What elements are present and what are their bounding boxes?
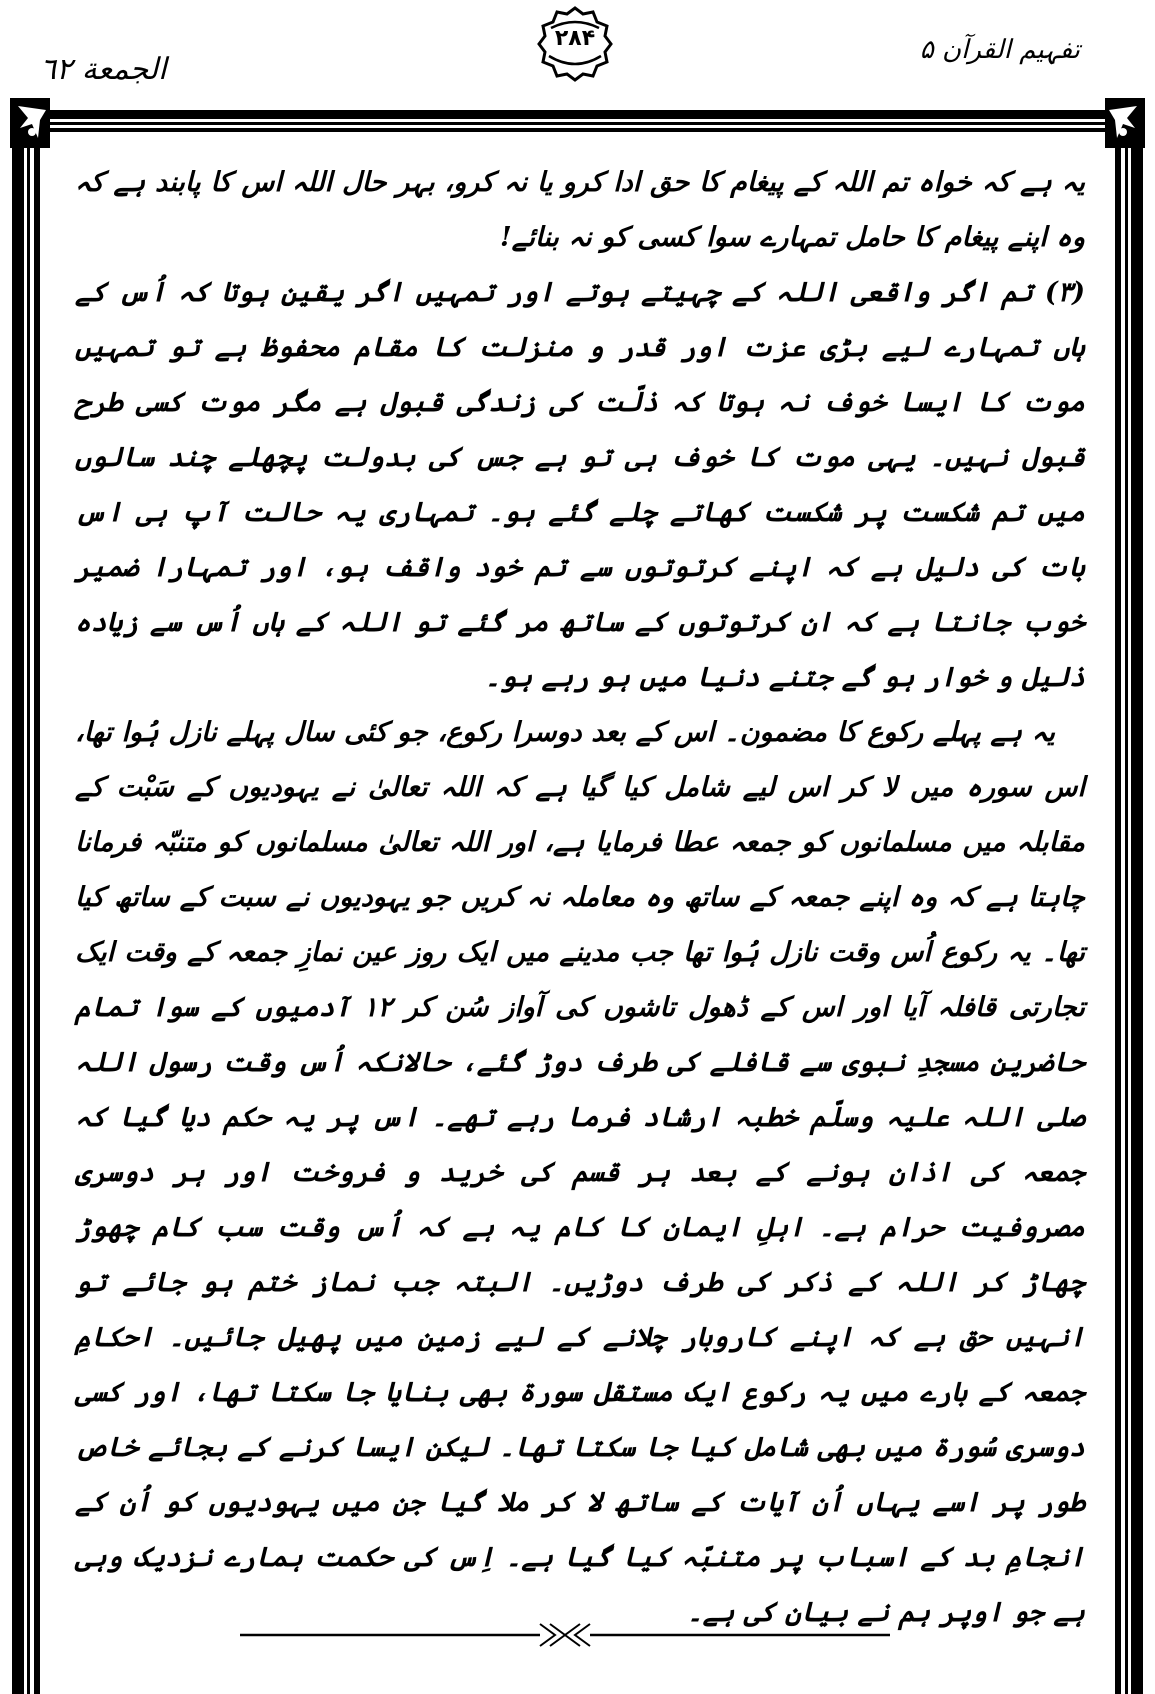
commentary-body bbox=[75, 155, 1085, 1640]
page-number: ۲۸۴ bbox=[554, 26, 596, 51]
section-end-divider bbox=[240, 1620, 890, 1650]
paragraph-2: (۳) تم اگر واقعی اللہ کے چہیتے ہوتے اور تمہیں اگر یقین ہوتا کہ اُس کے ہاں تمہارے لیے بڑی عزت اور قدر و منزلت کا مقام محفوظ ہے تو تمہیں موت کا ایسا خوف نہ ہوتا کہ ذلّت کی زندگی قبول ہے مگر موت کسی طرح قبول نہیں۔ یہی موت کا خوف ہی تو ہے جس کی بدولت پچھلے چند سالوں میں تم شکست پر شکست کھاتے چلے گئے ہو۔ تمہاری یہ حالت آپ ہی اس بات کی دلیل ہے کہ اپنے کرتوتوں سے تم خود واقف ہو، اور تمہارا ضمیر خوب جانتا ہے کہ ان کرتوتوں کے ساتھ مر گئے تو اللہ کے ہاں اُس سے زیادہ ذلیل و خوار ہو گے جتنے دنیا میں ہو رہے ہو۔ bbox=[75, 277, 1085, 693]
surah-label: الجمعة ٦٢ bbox=[40, 52, 167, 87]
frame-top-border bbox=[10, 98, 1145, 148]
paragraph-1: یہ ہے کہ خواہ تم اللہ کے پیغام کا حق ادا کرو یا نہ کرو، بہر حال اللہ اس کا پابند ہے کہ وہ اپنے پیغام کا حامل تمہارے سوا کسی کو نہ بنائے! bbox=[75, 167, 1085, 253]
book-title: تفہیم القرآن ۵ bbox=[919, 35, 1080, 65]
page-header bbox=[0, 0, 1155, 100]
paragraph-3: یہ ہے پہلے رکوع کا مضمون۔ اس کے بعد دوسرا رکوع، جو کئی سال پہلے نازل ہُوا تھا، اس سورہ میں لا کر اس لیے شامل کیا گیا ہے کہ اللہ تعالیٰ نے یہودیوں کے سَبْت کے مقابلہ میں مسلمانوں کو جمعہ عطا فرمایا ہے، اور اللہ تعالیٰ مسلمانوں کو متنبّہ فرمانا چاہتا ہے کہ وہ اپنے جمعہ کے ساتھ وہ معاملہ نہ کریں جو یہودیوں نے سبت کے ساتھ کیا تھا۔ یہ رکوع اُس وقت نازل ہُوا تھا جب مدینے میں ایک روز عین نمازِ جمعہ کے وقت ایک تجارتی قافلہ آیا اور اس کے ڈھول تاشوں کی آواز سُن کر ۱۲ آدمیوں کے سوا تمام حاضرینِ مسجدِ نبوی سے قافلے کی طرف دوڑ گئے، حالانکہ اُس وقت رسول اللہ صلی اللہ علیہ وسلّم خطبہ ارشاد فرما رہے تھے۔ اس پر یہ حکم دیا گیا کہ جمعہ کی اذان ہونے کے بعد ہر قسم کی خرید و فروخت اور ہر دوسری مصروفیت حرام ہے۔ اہلِ ایمان کا کام یہ ہے کہ اُس وقت سب کام چھوڑ چھاڑ کر اللہ کے ذکر کی طرف دوڑیں۔ البتہ جب نماز ختم ہو جائے تو انہیں حق ہے کہ اپنے کاروبار چلانے کے لیے زمین میں پھیل جائیں۔ احکامِ جمعہ کے بارے میں یہ رکوع ایک مستقل سورۃ بھی بنایا جا سکتا تھا، اور کسی دوسری سُورۃ میں بھی شامل کیا جا سکتا تھا۔ لیکن ایسا کرنے کے بجائے خاص طور پر اسے یہاں اُن آیات کے ساتھ لا کر ملا گیا جن میں یہودیوں کو اُن کے انجامِ بد کے اسباب پر متنبّہ کیا گیا ہے۔ اِس کی حکمت ہمارے نزدیک وہی ہے جو اوپر ہم نے بیان کی ہے۔ bbox=[75, 717, 1086, 1628]
frame-right-border bbox=[1109, 98, 1149, 1694]
page-number-badge bbox=[535, 4, 615, 84]
frame-left-border bbox=[8, 98, 48, 1694]
